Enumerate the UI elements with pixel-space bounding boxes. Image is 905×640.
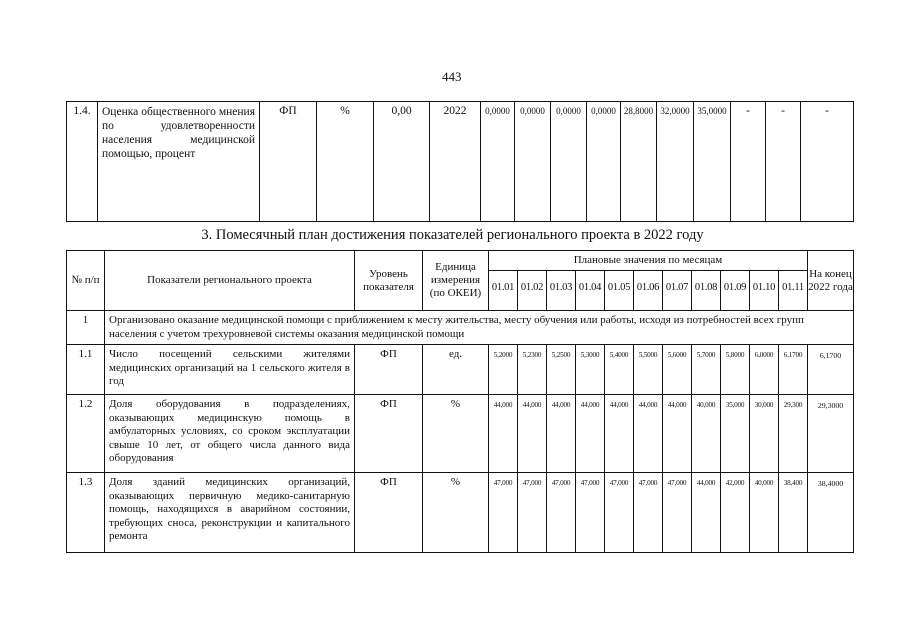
month-value: 5,4000 [605, 345, 634, 395]
header-month: 01.03 [547, 271, 576, 311]
month-value: 44,000 [576, 395, 605, 473]
indicator-level: ФП [355, 395, 423, 473]
header-month: 01.08 [692, 271, 721, 311]
base-value: 0,00 [374, 102, 430, 222]
header-month: 01.02 [518, 271, 547, 311]
month-value: 5,2300 [518, 345, 547, 395]
section-row [67, 311, 854, 345]
header-month: 01.06 [634, 271, 663, 311]
indicator-name: Доля зданий медицинских организаций, оказывающих первичную медико-санитарную помощь, находящихся в аварийном состоянии, требующих сноса, реконструкции и капитального ремонта [105, 473, 355, 553]
continued-indicator-table [66, 101, 854, 222]
monthly-plan-table [66, 250, 854, 553]
month-value: 40,000 [692, 395, 721, 473]
header-row [67, 251, 854, 271]
table-row [67, 395, 854, 473]
value-cell: 28,8000 [621, 102, 657, 222]
month-value: 47,000 [518, 473, 547, 553]
row-number: 1.1 [67, 345, 105, 395]
header-month: 01.04 [576, 271, 605, 311]
year-end-value: 6,1700 [808, 345, 854, 395]
month-value: 5,7000 [692, 345, 721, 395]
unit: % [423, 395, 489, 473]
header-month: 01.07 [663, 271, 692, 311]
row-number: 1.2 [67, 395, 105, 473]
header-level: Уровень показателя [355, 251, 423, 311]
month-value: 40,000 [750, 473, 779, 553]
month-value: 5,2000 [489, 345, 518, 395]
value-cell: 0,0000 [551, 102, 587, 222]
month-value: 6,1700 [779, 345, 808, 395]
year-end-value: 38,4000 [808, 473, 854, 553]
value-cell: 0,0000 [515, 102, 551, 222]
unit: % [423, 473, 489, 553]
value-cell: 35,0000 [694, 102, 731, 222]
section-number: 1 [67, 311, 105, 345]
base-year: 2022 [430, 102, 481, 222]
month-value: 47,000 [605, 473, 634, 553]
value-cell: - [766, 102, 801, 222]
section-heading: 3. Помесячный план достижения показателей регионального проекта в 2022 году [201, 227, 704, 243]
month-value: 44,000 [489, 395, 518, 473]
month-value: 44,000 [547, 395, 576, 473]
month-value: 30,000 [750, 395, 779, 473]
month-value: 44,000 [663, 395, 692, 473]
month-value: 42,000 [721, 473, 750, 553]
month-value: 5,5000 [634, 345, 663, 395]
row-number: 1.4. [67, 102, 98, 222]
unit: ед. [423, 345, 489, 395]
value-cell: 0,0000 [481, 102, 515, 222]
indicator-level: ФП [355, 473, 423, 553]
indicator-name: Доля оборудования в подразделениях, оказывающих медицинскую помощь в амбулаторных условиях, со сроком эксплуатации свыше 10 лет, от общего числа данного вида оборудования [105, 395, 355, 473]
month-value: 44,000 [634, 395, 663, 473]
value-cell: 32,0000 [657, 102, 694, 222]
value-cell: - [801, 102, 854, 222]
indicator-level: ФП [355, 345, 423, 395]
header-planned-values: Плановые значения по месяцам [489, 251, 808, 271]
month-value: 47,000 [576, 473, 605, 553]
month-value: 47,000 [663, 473, 692, 553]
month-value: 47,000 [634, 473, 663, 553]
header-month: 01.09 [721, 271, 750, 311]
section-text: Организовано оказание медицинской помощи с приближением к месту жительства, месту обучения или работы, исходя из потребностей всех групп населения с учетом трехуровневой системы оказания медицинской помощи [105, 311, 854, 345]
indicator-name: Оценка общественного мнения по удовлетворенности населения медицинской помощью, процент [98, 102, 260, 222]
month-value: 6,0000 [750, 345, 779, 395]
year-end-value: 29,3000 [808, 395, 854, 473]
header-unit: Единица измерения (по ОКЕИ) [423, 251, 489, 311]
table-row [67, 473, 854, 553]
indicator-level: ФП [260, 102, 317, 222]
header-indicator: Показатели регионального проекта [105, 251, 355, 311]
month-value: 5,8000 [721, 345, 750, 395]
page-number: 443 [442, 69, 462, 84]
indicator-name: Число посещений сельскими жителями медицинских организаций на 1 сельского жителя в год [105, 345, 355, 395]
header-year-end: На конец 2022 года [808, 251, 854, 311]
month-value: 5,6000 [663, 345, 692, 395]
month-value: 44,000 [605, 395, 634, 473]
month-value: 35,000 [721, 395, 750, 473]
month-value: 5,3000 [576, 345, 605, 395]
unit: % [317, 102, 374, 222]
header-month: 01.05 [605, 271, 634, 311]
month-value: 47,000 [547, 473, 576, 553]
value-cell: 0,0000 [587, 102, 621, 222]
month-value: 5,2500 [547, 345, 576, 395]
header-num: № п/п [67, 251, 105, 311]
header-month: 01.10 [750, 271, 779, 311]
month-value: 29,300 [779, 395, 808, 473]
header-month: 01.01 [489, 271, 518, 311]
header-month: 01.11 [779, 271, 808, 311]
month-value: 47,000 [489, 473, 518, 553]
value-cell: - [731, 102, 766, 222]
month-value: 44,000 [518, 395, 547, 473]
table-row [67, 345, 854, 395]
row-number: 1.3 [67, 473, 105, 553]
month-value: 44,000 [692, 473, 721, 553]
month-value: 38,400 [779, 473, 808, 553]
table-row [67, 102, 854, 222]
